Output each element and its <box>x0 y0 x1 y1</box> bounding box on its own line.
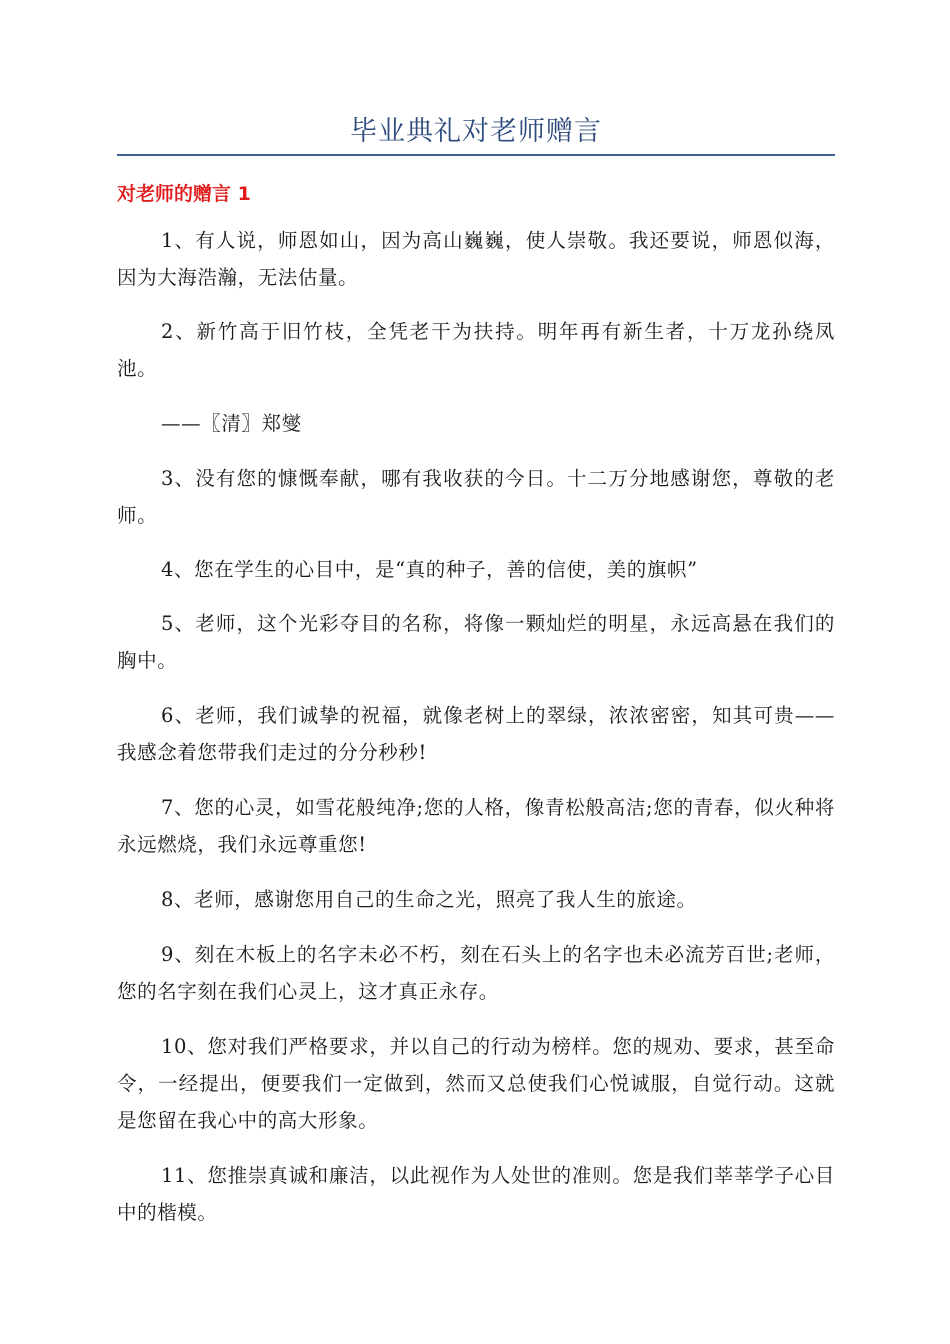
paragraph-4: 4、您在学生的心目中，是“真的种子，善的信使，美的旗帜” <box>161 558 698 581</box>
paragraph-9: 9、刻在木板上的名字未必不朽，刻在石头上的名字也未必流芳百世;老师，您的名字刻在我们心灵上，这才真正永存。 <box>117 943 835 1003</box>
document-title: 毕业典礼对老师赠言 <box>350 116 602 147</box>
section-heading: 对老师的赠言 1 <box>117 183 251 205</box>
paragraph-3: 3、没有您的慷慨奉献，哪有我收获的今日。十二万分地感谢您，尊敬的老师。 <box>117 467 835 527</box>
paragraph-11: 11、您推崇真诚和廉洁，以此视作为人处世的准则。您是我们莘莘学子心目中的楷模。 <box>117 1164 835 1224</box>
paragraph-7: 7、您的心灵，如雪花般纯净;您的人格，像青松般高洁;您的青春，似火种将永远燃烧，我们永远尊重您! <box>117 796 835 856</box>
paragraph-8: 8、老师，感谢您用自己的生命之光，照亮了我人生的旅途。 <box>161 888 697 911</box>
paragraph-10: 10、您对我们严格要求，并以自己的行动为榜样。您的规劝、要求，甚至命令，一经提出，便要我们一定做到，然而又总使我们心悦诚服，自觉行动。这就是您留在我心中的高大形象。 <box>117 1035 835 1132</box>
title-underline <box>117 154 835 156</box>
paragraph-attribution: ——〖清〗郑燮 <box>161 412 302 435</box>
paragraph-2: 2、新竹高于旧竹枝，全凭老干为扶持。明年再有新生者，十万龙孙绕凤池。 <box>117 320 835 380</box>
paragraph-5: 5、老师，这个光彩夺目的名称，将像一颗灿烂的明星，永远高悬在我们的胸中。 <box>117 612 835 672</box>
paragraph-1: 1、有人说，师恩如山，因为高山巍巍，使人崇敬。我还要说，师恩似海，因为大海浩瀚，无法估量。 <box>117 229 835 289</box>
paragraph-6: 6、老师，我们诚挚的祝福，就像老树上的翠绿，浓浓密密，知其可贵——我感念着您带我们走过的分分秒秒! <box>117 704 835 764</box>
